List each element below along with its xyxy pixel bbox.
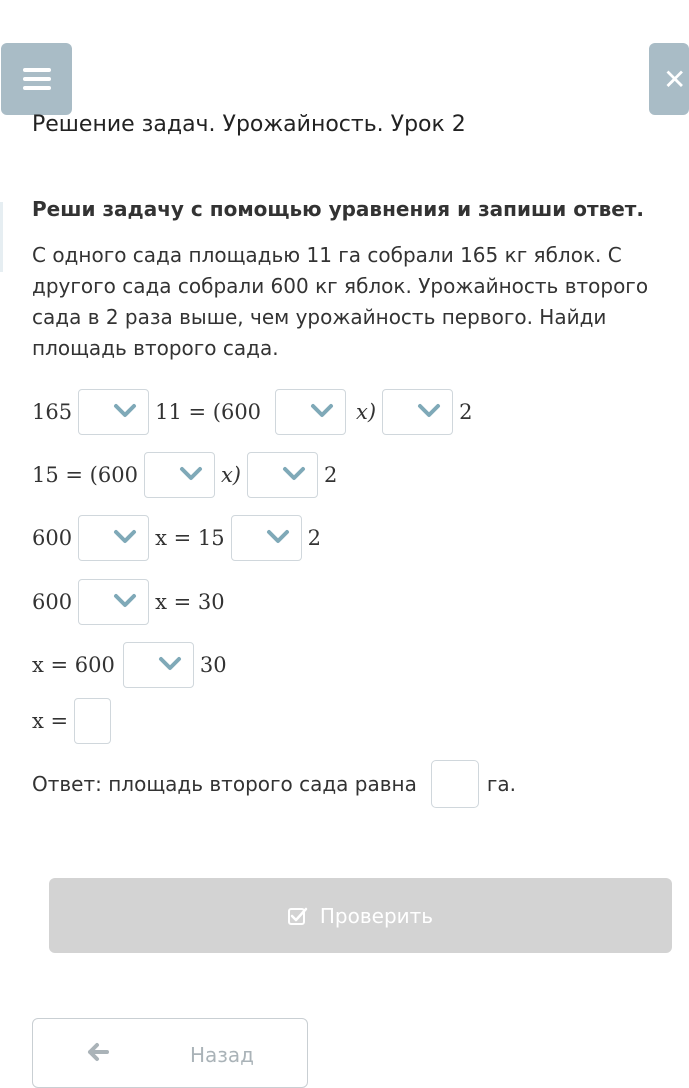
equation-row-4 (32, 577, 225, 627)
back-button-label: Назад (190, 1043, 255, 1067)
eq-text: 11 = (600 (155, 400, 262, 424)
operator-select[interactable] (78, 579, 149, 625)
eq-text: x = 30 (155, 590, 225, 614)
equation-row-5 (32, 640, 227, 690)
eq-text: 600 (32, 526, 73, 550)
operator-select[interactable] (78, 389, 149, 435)
close-button[interactable] (649, 43, 689, 115)
eq-text: x = 600 (32, 653, 115, 677)
task-text: С одного сада площадью 11 га собрали 165 кг яблок. С другого сада собрали 600 кг яблок. Урожайность второго сада в 2 раза выше, чем урожайность первого. Найди площадь второго сада. (32, 243, 649, 360)
arrow-left-icon (87, 1043, 109, 1061)
task-title: Реши задачу с помощью уравнения и запиши ответ. (32, 197, 644, 221)
eq-text: x = 15 (155, 526, 225, 550)
eq-text: x = (32, 709, 69, 733)
chevron-down-icon (159, 657, 181, 671)
operator-select[interactable] (123, 642, 194, 688)
page-title: Решение задач. Урожайность. Урок 2 (32, 112, 466, 137)
equation-row-6 (32, 696, 111, 746)
answer-suffix: га. (486, 772, 516, 796)
equation-row-3 (32, 513, 321, 563)
task-accent-line (0, 202, 3, 272)
eq-text: 2 (307, 526, 321, 550)
checkbox-check-icon (288, 907, 308, 925)
x-answer-input[interactable] (74, 698, 111, 744)
check-button-label: Проверить (319, 903, 434, 928)
close-icon: ✕ (663, 63, 687, 96)
eq-text: 2 (459, 400, 473, 424)
operator-select[interactable] (382, 389, 453, 435)
answer-prefix: Ответ: площадь второго сада равна (32, 772, 417, 796)
eq-text: x) (220, 463, 241, 487)
answer-input[interactable] (431, 760, 479, 808)
chevron-down-icon (114, 530, 136, 544)
chevron-down-icon (180, 467, 202, 481)
menu-button[interactable] (1, 43, 72, 115)
eq-text: 30 (199, 653, 227, 677)
check-button[interactable] (49, 878, 672, 953)
eq-text: 165 (32, 400, 73, 424)
chevron-down-icon (114, 404, 136, 418)
equation-row-1 (32, 387, 472, 437)
operator-select[interactable] (144, 452, 215, 498)
chevron-down-icon (311, 404, 333, 418)
answer-row (32, 759, 516, 809)
eq-text: 600 (32, 590, 73, 614)
operator-select[interactable] (78, 515, 149, 561)
operator-select[interactable] (231, 515, 302, 561)
chevron-down-icon (267, 530, 289, 544)
chevron-down-icon (114, 594, 136, 608)
eq-text: x) (356, 400, 377, 424)
chevron-down-icon (283, 467, 305, 481)
chevron-down-icon (418, 404, 440, 418)
equation-row-2 (32, 450, 337, 500)
operator-select[interactable] (275, 389, 346, 435)
hamburger-icon (23, 68, 51, 72)
operator-select[interactable] (247, 452, 318, 498)
back-button[interactable] (32, 1018, 308, 1088)
eq-text: 2 (324, 463, 338, 487)
eq-text: 15 = (600 (32, 463, 138, 487)
